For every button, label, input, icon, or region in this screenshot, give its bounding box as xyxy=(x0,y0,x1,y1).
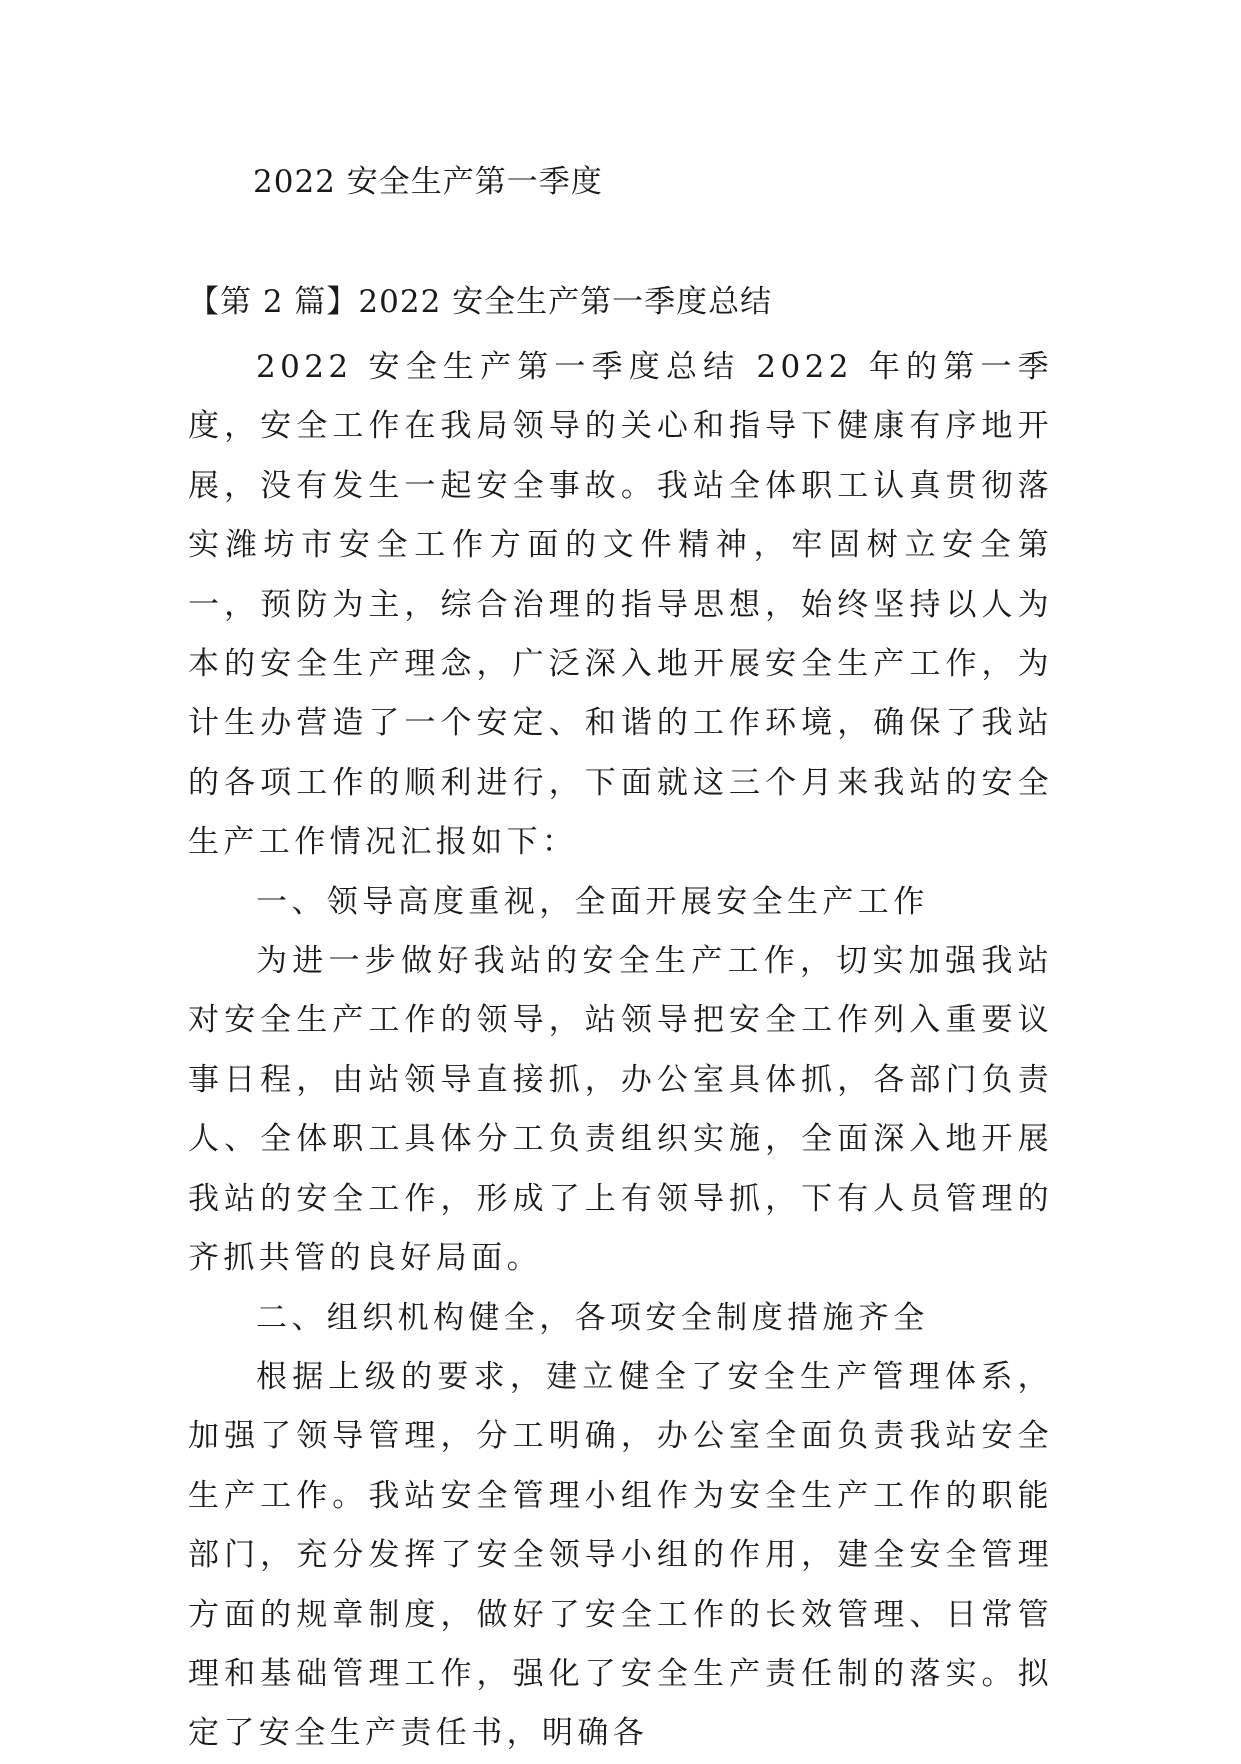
paragraph-2: 根据上级的要求，建立健全了安全生产管理体系，加强了领导管理，分工明确，办公室全面负责我站安全生产工作。我站安全管理小组作为安全生产工作的职能部门，充分发挥了安全领导小组的作用，建全安全管理方面的规章制度，做好了安全工作的长效管理、日常管理和基础管理工作，强化了安全生产责任制的落实。拟定了安全生产责任书，明确各 xyxy=(188,1358,1053,1752)
body-text xyxy=(188,338,1053,1764)
paragraph-1: 为进一步做好我站的安全生产工作，切实加强我站对安全生产工作的领导，站领导把安全工作列入重要议事日程，由站领导直接抓，办公室具体抓，各部门负责人、全体职工具体分工负责组织实施，全面深入地开展我站的安全工作，形成了上有领导抓，下有人员管理的齐抓共管的良好局面。 xyxy=(188,943,1053,1277)
subheading-1: 一、领导高度重视，全面开展安全生产工作 xyxy=(256,883,929,920)
section-heading: 【第 2 篇】2022 安全生产第一季度总结 xyxy=(188,284,773,320)
document-title: 2022 安全生产第一季度 xyxy=(253,164,603,200)
subheading-2: 二、组织机构健全，各项安全制度措施齐全 xyxy=(256,1299,929,1336)
paragraph-intro: 2022 安全生产第一季度总结 2022 年的第一季度，安全工作在我局领导的关心和指导下健康有序地开展，没有发生一起安全事故。我站全体职工认真贯彻落实潍坊市安全工作方面的文件精神，牢固树立安全第一，预防为主，综合治理的指导思想，始终坚持以人为本的安全生产理念，广泛深入地开展安全生产工作，为计生办营造了一个安定、和谐的工作环境，确保了我站的各项工作的顺利进行，下面就这三个月来我站的安全生产工作情况汇报如下： xyxy=(188,349,1053,861)
